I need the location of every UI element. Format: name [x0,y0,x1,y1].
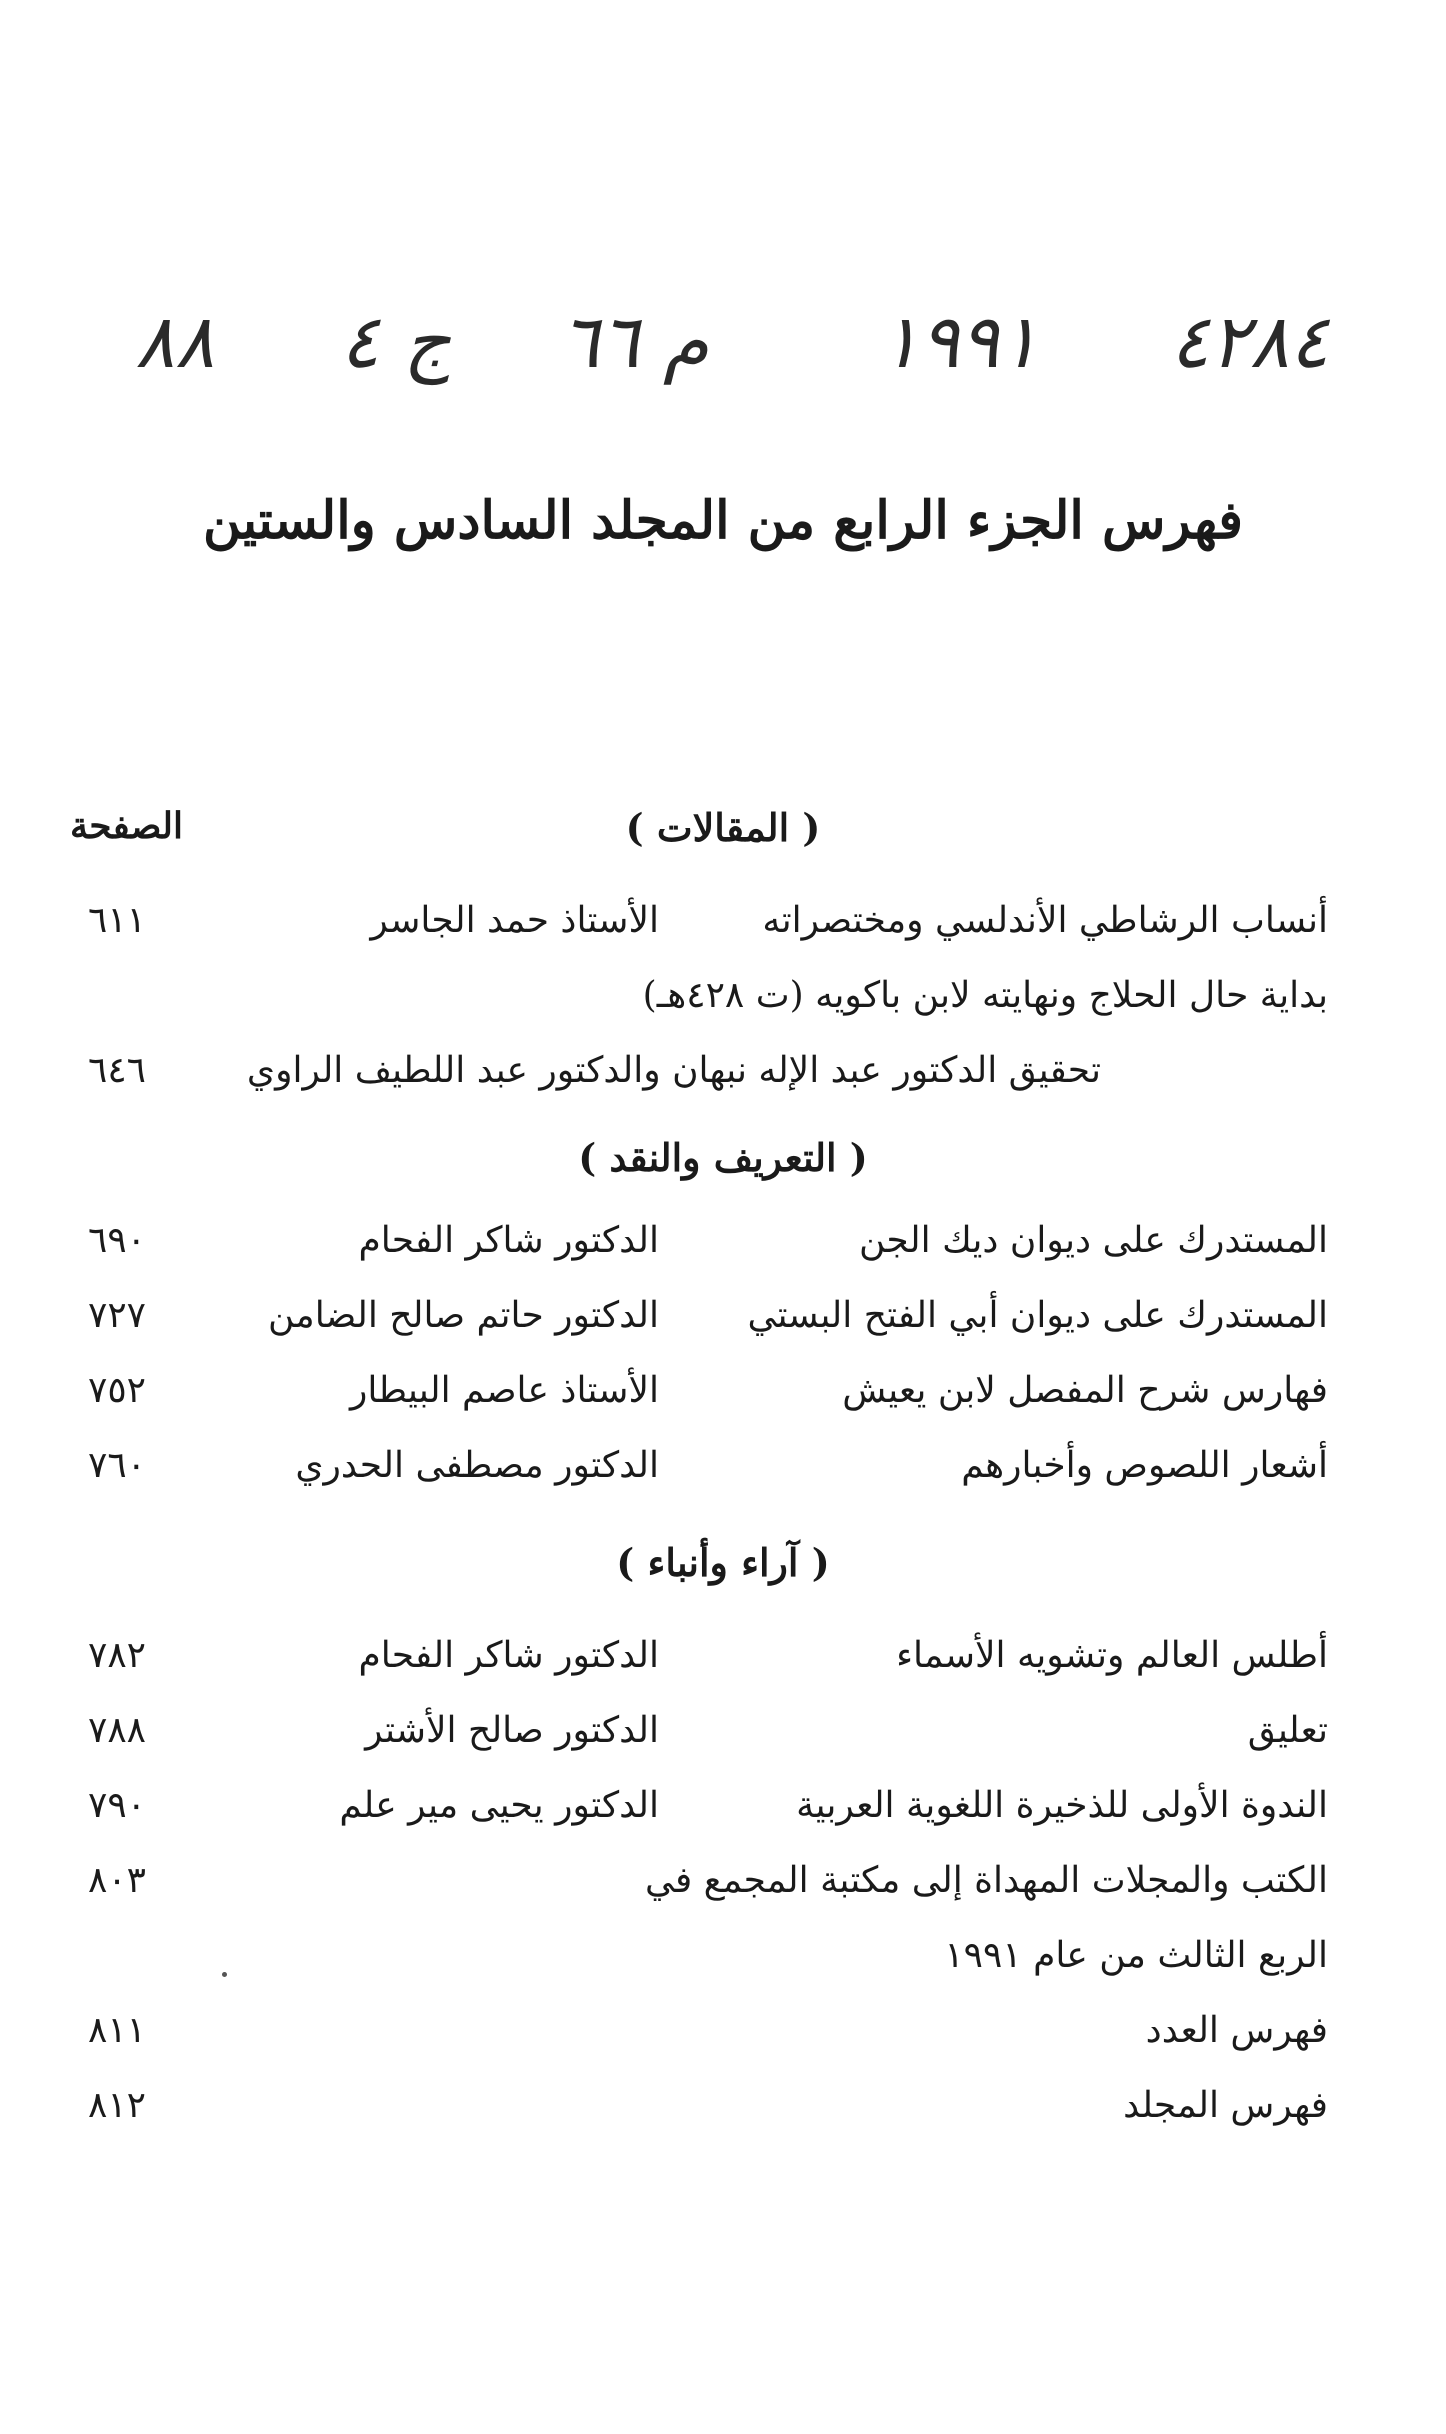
entry-title: الكتب والمجلات المهداة إلى مكتبة المجمع في [644,1860,1328,1901]
handwritten-annotation [0,299,1446,425]
entry-page: ٧٨٢ [88,1635,147,1676]
toc-entry [0,1935,1446,1995]
handwritten-part: ج ٤ [340,299,452,385]
toc-entry [0,1220,1446,1280]
entry-page: ٧٦٠ [88,1445,147,1486]
entry-page: ٧٥٢ [88,1370,147,1411]
entry-title: أطلس العالم وتشويه الأسماء [896,1635,1328,1676]
toc-entry [0,1635,1446,1695]
entry-page: ٧٩٠ [88,1785,147,1826]
toc-entry [0,2085,1446,2145]
entry-page: ٨١٢ [88,2085,147,2126]
entry-page: ٦١١ [88,900,147,941]
entry-author: الدكتور مصطفى الحدري [295,1445,659,1486]
entry-page: ٧٢٧ [88,1295,147,1336]
entry-title: فهرس المجلد [1123,2085,1328,2126]
section-heading: ( التعريف والنقد ) [578,1135,868,1180]
entry-author: الدكتور صالح الأشتر [365,1710,659,1751]
entry-author: الدكتور شاكر الفحام [358,1635,659,1676]
toc-entry [0,1785,1446,1845]
toc-entry [0,1710,1446,1770]
section-heading: ( آراء وأنباء ) [616,1540,830,1585]
entry-author: الدكتور شاكر الفحام [358,1220,659,1261]
entry-title: تعليق [1247,1710,1328,1751]
entry-title: تحقيق الدكتور عبد الإله نبهان والدكتور عبد اللطيف الراوي [246,1050,1101,1091]
toc-entry [0,900,1446,960]
toc-entry [0,1445,1446,1505]
page-column-header: الصفحة [70,805,183,847]
entry-author: الأستاذ حمد الجاسر [370,900,659,941]
toc-entry [0,975,1446,1035]
page-title: فهرس الجزء الرابع من المجلد السادس والستين [203,490,1243,551]
entry-title: المستدرك على ديوان ديك الجن [859,1220,1328,1261]
handwritten-number: ٤٢٨٤ [1170,299,1329,385]
entry-page: ٨١١ [88,2010,147,2051]
toc-entry [0,1050,1446,1110]
entry-title: بداية حال الحلاج ونهايته لابن باكويه (ت ٤٢٨هـ) [642,975,1328,1016]
entry-title: الربع الثالث من عام ١٩٩١ [944,1935,1328,1976]
toc-entry [0,1370,1446,1430]
handwritten-year: ١٩٩١ [880,299,1039,385]
entry-author: الأستاذ عاصم البيطار [349,1370,659,1411]
entry-title: فهرس العدد [1145,2010,1328,2051]
entry-author: الدكتور يحيى مير علم [339,1785,659,1826]
scan-speck [222,1972,227,1977]
entry-page: ٧٨٨ [88,1710,147,1751]
toc-entry [0,1295,1446,1355]
handwritten-volume: م ٦٦ [560,299,709,385]
handwritten-page: ٨٨ [135,299,215,385]
entry-title: أشعار اللصوص وأخبارهم [961,1445,1328,1486]
toc-entry [0,1860,1446,1920]
entry-title: فهارس شرح المفصل لابن يعيش [842,1370,1328,1411]
section-heading: ( المقالات ) [625,805,821,850]
toc-entry [0,2010,1446,2070]
entry-author: الدكتور حاتم صالح الضامن [268,1295,659,1336]
entry-page: ٦٤٦ [88,1050,147,1091]
entry-title: المستدرك على ديوان أبي الفتح البستي [747,1295,1328,1336]
entry-page: ٨٠٣ [88,1860,147,1901]
entry-title: أنساب الرشاطي الأندلسي ومختصراته [762,900,1328,941]
entry-title: الندوة الأولى للذخيرة اللغوية العربية [796,1785,1328,1826]
entry-page: ٦٩٠ [88,1220,147,1261]
